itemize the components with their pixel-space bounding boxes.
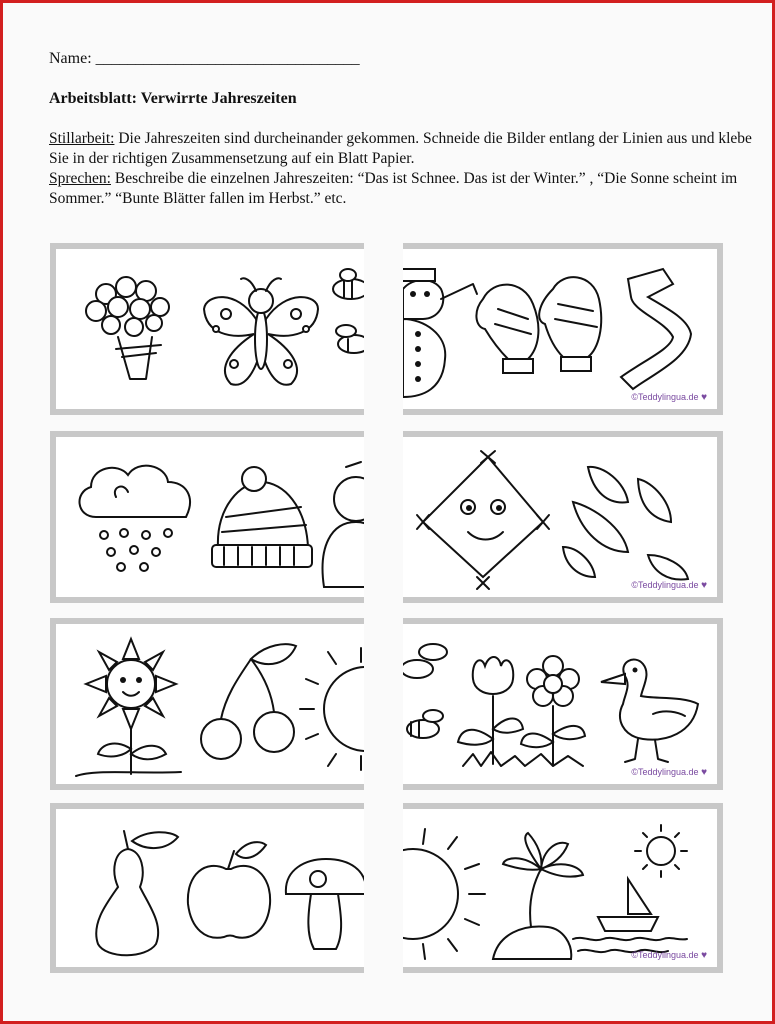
apple-icon xyxy=(188,842,270,938)
wool-hat-icon xyxy=(212,467,312,567)
snowman-icon xyxy=(323,462,364,587)
card-spring-left xyxy=(50,243,364,415)
stillarbeit-text: Die Jahreszeiten sind durcheinander gekommen. Schneide die Bilder entlang der Linien aus und klebe Sie in der richtigen Zusammensetzung auf ein Blatt Papier. xyxy=(49,130,752,167)
bee-icon xyxy=(333,269,364,353)
snow-cloud-icon xyxy=(80,466,190,571)
card-autumn-right xyxy=(403,431,723,603)
flower-bouquet-icon xyxy=(86,277,169,379)
scarf-icon xyxy=(621,269,691,389)
worksheet-title: Arbeitsblatt: Verwirrte Jahreszeiten xyxy=(49,90,297,107)
sprechen-text: Beschreibe die einzelnen Jahreszeiten: “Das ist Schnee. Das ist der Winter.” , “Die Sonne scheint im Sommer.” “Bunte Blätter fallen im Herbst.” etc. xyxy=(49,170,738,207)
card-winter-right xyxy=(403,243,723,415)
name-blank: _________________________________ xyxy=(95,50,360,67)
bee-icon xyxy=(403,644,447,738)
butterfly-icon xyxy=(204,278,318,384)
tulip-icon xyxy=(458,657,523,764)
palm-island-icon xyxy=(493,833,583,959)
mushroom-icon xyxy=(286,859,364,949)
sunflower-icon xyxy=(76,639,181,776)
instructions xyxy=(49,129,759,209)
copyright-label: ©Teddylingua.de ♥ xyxy=(631,392,707,403)
name-label: Name: xyxy=(49,50,96,67)
sprechen-label: Sprechen: xyxy=(49,170,111,187)
sun-icon xyxy=(403,829,485,959)
mitten-icon xyxy=(539,277,601,371)
card-winter-left xyxy=(50,431,364,603)
name-field-line xyxy=(49,50,360,68)
autumn-leaves-icon xyxy=(563,467,688,580)
copyright-label: ©Teddylingua.de ♥ xyxy=(631,767,707,778)
card-summer-right xyxy=(403,803,723,973)
sun-icon xyxy=(635,825,687,877)
copyright-label: ©Teddylingua.de ♥ xyxy=(631,580,707,591)
pear-icon xyxy=(96,831,178,955)
duck-icon xyxy=(601,660,698,762)
kite-icon xyxy=(417,451,549,589)
copyright-label: ©Teddylingua.de ♥ xyxy=(631,950,707,961)
stillarbeit-label: Stillarbeit: xyxy=(49,130,115,147)
sun-icon xyxy=(300,648,364,770)
cherries-icon xyxy=(201,644,296,759)
snowman-icon xyxy=(403,269,477,397)
mitten-icon xyxy=(476,285,538,373)
card-spring-right xyxy=(403,618,723,790)
card-autumn-left xyxy=(50,803,364,973)
sailboat-icon xyxy=(573,879,687,952)
card-summer-left xyxy=(50,618,364,790)
